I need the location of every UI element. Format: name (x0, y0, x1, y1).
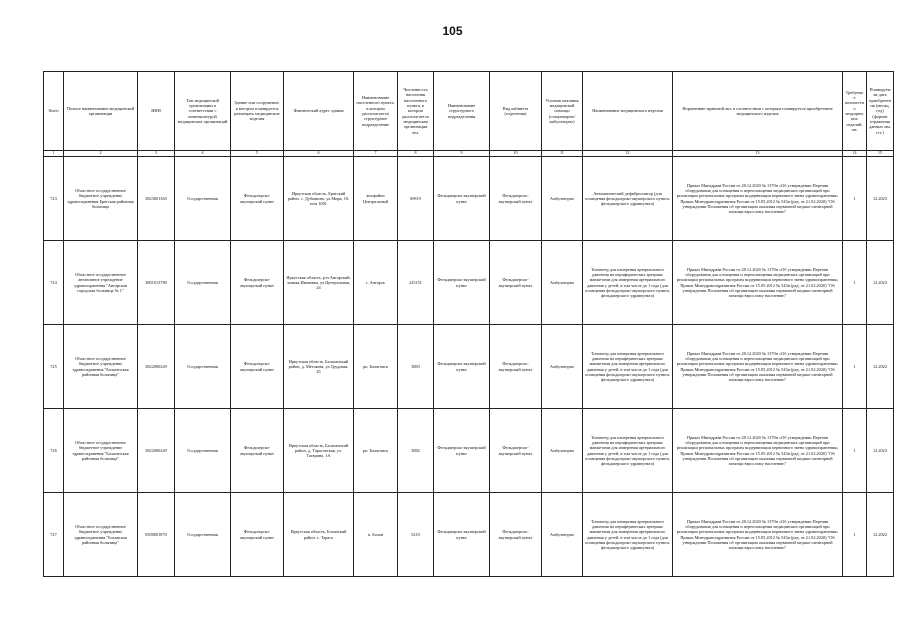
device-name: Тонометр для измерения артериального давления на периферических артериях манжетами для измерения артериального давления у детей, в том числе до 1 года (для оснащения фельдшерско-акушерского пункта, фельдшерского здравпункта) (583, 493, 673, 577)
organization-type: Государственная (175, 241, 231, 325)
building: Фельдшерско-акушерский пункт (231, 409, 284, 493)
address: Иркутская область, Братский район, с. Дубынино, ул.Мира, 10, пом 1001 (284, 157, 354, 241)
table-row (44, 409, 894, 493)
column-number: 1 (44, 151, 64, 157)
quantity: 1 (843, 325, 867, 409)
cabinet-type: Фельдшерско-акушерский пункт (490, 493, 542, 577)
building: Фельдшерско-акушерский пункт (231, 493, 284, 577)
settlement: г. Ангарск (354, 241, 398, 325)
inn: 3801013780 (138, 241, 175, 325)
column-number: 14 (843, 151, 867, 157)
header-cell: №п/п (44, 72, 64, 151)
structural-unit: Фельдшерско-акушерский пункт (434, 325, 490, 409)
cabinet-type: Фельдшерско-акушерский пункт (490, 409, 542, 493)
settlement: рп. Балаганск (354, 409, 398, 493)
population: 69819 (398, 157, 434, 241)
purchase-date: 12.2023 (867, 409, 894, 493)
table-row (44, 241, 894, 325)
table-row (44, 157, 894, 241)
organization-type: Государственная (175, 409, 231, 493)
inn: 3822000249 (138, 409, 175, 493)
header-cell: Вид кабинета (отделения) (490, 72, 542, 151)
address: Иркутская область, Боханский район, с. Тараса (284, 493, 354, 577)
care-conditions: Амбулаторно (542, 325, 583, 409)
column-number: 9 (434, 151, 490, 157)
population: 225151 (398, 241, 434, 325)
header-cell: Планируемая дата приобретения (месяц, год) (формат отражения данных мм. ггг.) (867, 72, 894, 151)
column-number: 13 (673, 151, 843, 157)
quantity: 1 (843, 409, 867, 493)
structural-unit: Фельдшерско-акушерский пункт (434, 157, 490, 241)
legal-act: Приказ Минздрава России от 28.12.2020 № 1379н «Об утверждении Перечня оборудования для оснащения и переоснащения медицинских организаций при реализации региональных программ модернизации первичного звена здравоохранения» Приказ Минздравсоцразвития России от 15.05.2012 № 543н (ред. от 21.02.2020) "Об утверждении Положения об организации оказания первичной медико-санитарной помощи взрослому населению" (673, 157, 843, 241)
legal-act: Приказ Минздрава России от 28.12.2020 № 1379н «Об утверждении Перечня оборудования для оснащения и переоснащения медицинских организаций при реализации региональных программ модернизации первичного звена здравоохранения» Приказ Минздравсоцразвития России от 15.05.2012 № 543н (ред. от 21.02.2020) "Об утверждении Положения об организации оказания первичной медико-санитарной помощи взрослому населению" (673, 409, 843, 493)
cabinet-type: Фельдшерско-акушерский пункт (490, 241, 542, 325)
building: Фельдшерско-акушерский пункт (231, 241, 284, 325)
settlement: п. Бохан (354, 493, 398, 577)
column-number: 11 (542, 151, 583, 157)
row-number: 727 (44, 493, 64, 577)
quantity: 1 (843, 493, 867, 577)
header-cell: Условия оказания медицинской помощи (стационарно/амбулаторно) (542, 72, 583, 151)
table-row (44, 325, 894, 409)
row-number: 724 (44, 241, 64, 325)
inn: 3822000249 (138, 325, 175, 409)
address: Иркутская область, Балаганский район, д. Метляева, ул.Трудовая, 25 (284, 325, 354, 409)
column-number: 15 (867, 151, 894, 157)
organization-name: Областное государственное бюджетное учреждение здравоохранения "Боханская районная больница" (64, 493, 138, 577)
organization-type: Государственная (175, 493, 231, 577)
care-conditions: Амбулаторно (542, 409, 583, 493)
structural-unit: Фельдшерско-акушерский пункт (434, 241, 490, 325)
settlement: жилрайон Центральный (354, 157, 398, 241)
organization-name: Областное государственное автономное учреждение здравоохранения "Ангарская городская больница № 1" (64, 241, 138, 325)
building: Фельдшерско-акушерский пункт (231, 157, 284, 241)
care-conditions: Амбулаторно (542, 157, 583, 241)
column-number: 8 (398, 151, 434, 157)
inn: 8500001870 (138, 493, 175, 577)
header-cell: Наименование структурного подразделения (434, 72, 490, 151)
building: Фельдшерско-акушерский пункт (231, 325, 284, 409)
header-row (44, 72, 894, 151)
care-conditions: Амбулаторно (542, 241, 583, 325)
column-number: 12 (583, 151, 673, 157)
page-number: 105 (442, 24, 463, 38)
row-number: 725 (44, 325, 64, 409)
header-cell: Полное наименование медицинской организации (64, 72, 138, 151)
legal-act: Приказ Минздрава России от 28.12.2020 № 1379н «Об утверждении Перечня оборудования для оснащения и переоснащения медицинских организаций при реализации региональных программ модернизации первичного звена здравоохранения» Приказ Минздравсоцразвития России от 15.05.2012 № 543н (ред. от 21.02.2020) "Об утверждении Положения об организации оказания первичной медико-санитарной помощи взрослому населению" (673, 325, 843, 409)
quantity: 1 (843, 241, 867, 325)
care-conditions: Амбулаторно (542, 493, 583, 577)
structural-unit: Фельдшерско-акушерский пункт (434, 409, 490, 493)
header-cell: Требуемое количество медицинских изделий, шт. (843, 72, 867, 151)
column-number: 3 (138, 151, 175, 157)
header-cell: Тип медицинской организации в соответствии с номенклатурой медицинских организаций (175, 72, 231, 151)
legal-act: Приказ Минздрава России от 28.12.2020 № 1379н «Об утверждении Перечня оборудования для оснащения и переоснащения медицинских организаций при реализации региональных программ модернизации первичного звена здравоохранения» Приказ Минздравсоцразвития России от 15.05.2012 № 543н (ред. от 21.02.2020) "Об утверждении Положения об организации оказания первичной медико-санитарной помощи взрослому населению" (673, 493, 843, 577)
population: 3883 (398, 325, 434, 409)
organization-name: Областное государственное бюджетное учреждение здравоохранения "Балаганская районная больница" (64, 325, 138, 409)
column-number: 5 (231, 151, 284, 157)
header-cell: Здание или сооружение, в котором планируется размещать медицинские изделия (231, 72, 284, 151)
cabinet-type: Фельдшерско-акушерский пункт (490, 157, 542, 241)
column-number: 7 (354, 151, 398, 157)
header-cell: Численность населения населенного пункта, в котором располагается медицинская организация чел. (398, 72, 434, 151)
header-cell: Фактический адрес здания (284, 72, 354, 151)
header-cell: ИНН (138, 72, 175, 151)
device-name: Тонометр для измерения артериального давления на периферических артериях манжетами для измерения артериального давления у детей, в том числе до 1 года (для оснащения фельдшерско-акушерского пункта, фельдшерского здравпункта) (583, 325, 673, 409)
organization-type: Государственная (175, 325, 231, 409)
device-name: Автоматический дефибриллятор (для оснащения фельдшерско-акушерского пункта, фельдшерского здравпункта) (583, 157, 673, 241)
structural-unit: Фельдшерско-акушерский пункт (434, 493, 490, 577)
row-number: 726 (44, 409, 64, 493)
purchase-date: 12.2023 (867, 157, 894, 241)
table-row (44, 493, 894, 577)
address: Иркутская область, р-н Ангарский, заимка Ивановка, ул.Центральная, 24 (284, 241, 354, 325)
device-name: Тонометр для измерения артериального давления на периферических артериях манжетами для измерения артериального давления у детей, в том числе до 1 года (для оснащения фельдшерско-акушерского пункта, фельдшерского здравпункта) (583, 409, 673, 493)
address: Иркутская область, Балаганский район, д. Тарасовская, ул. Гагарина, 1А (284, 409, 354, 493)
settlement: рп. Балаганск (354, 325, 398, 409)
column-number: 10 (490, 151, 542, 157)
header-cell: Наименование населенного пункта, в котором располагается структурное подразделение (354, 72, 398, 151)
equipment-registry-table (43, 71, 894, 577)
header-cell: Нормативно-правовой акт, в соответствии с которым планируется приобретение медицинского изделия (673, 72, 843, 151)
population: 3882 (398, 409, 434, 493)
header-cell: Наименование медицинского изделия (583, 72, 673, 151)
organization-type: Государственная (175, 157, 231, 241)
purchase-date: 12.2022 (867, 325, 894, 409)
population: 5210 (398, 493, 434, 577)
column-number: 4 (175, 151, 231, 157)
purchase-date: 12.2023 (867, 241, 894, 325)
organization-name: Областное государственное бюджетное учреждение здравоохранения Братская районная больница (64, 157, 138, 241)
organization-name: Областное государственное бюджетное учреждение здравоохранения "Балаганская районная больница" (64, 409, 138, 493)
legal-act: Приказ Минздрава России от 28.12.2020 № 1379н «Об утверждении Перечня оборудования для оснащения и переоснащения медицинских организаций при реализации региональных программ модернизации первичного звена здравоохранения» Приказ Минздравсоцразвития России от 15.05.2012 № 543н (ред. от 21.02.2020) "Об утверждении Положения об организации оказания первичной медико-санитарной помощи взрослому населению" (673, 241, 843, 325)
inn: 3823001365 (138, 157, 175, 241)
quantity: 1 (843, 157, 867, 241)
purchase-date: 12.2022 (867, 493, 894, 577)
row-number: 723 (44, 157, 64, 241)
column-number: 6 (284, 151, 354, 157)
column-number: 2 (64, 151, 138, 157)
device-name: Тонометр для измерения артериального давления на периферических артериях манжетами для измерения артериального давления у детей, в том числе до 1 года (для оснащения фельдшерско-акушерского пункта, фельдшерского здравпункта) (583, 241, 673, 325)
cabinet-type: Фельдшерско-акушерский пункт (490, 325, 542, 409)
